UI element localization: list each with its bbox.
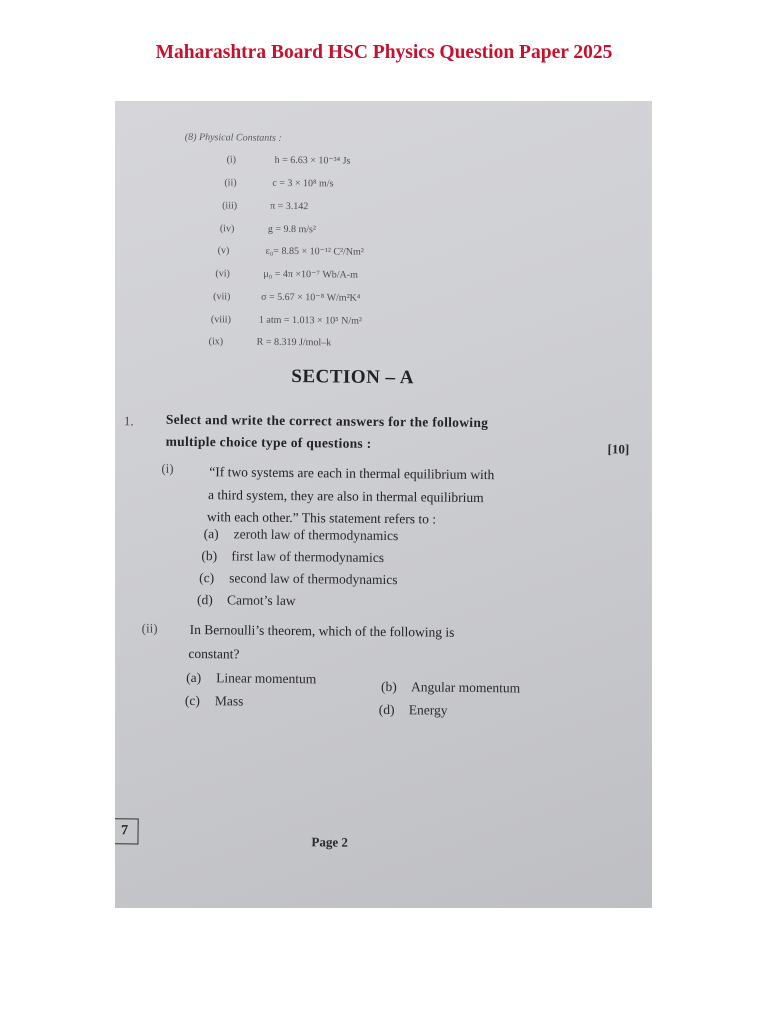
option-text: Mass [214,693,244,709]
answer-option [381,679,520,696]
constant-number: (vi) [215,268,230,280]
subquestion-text-line: constant? [188,645,240,662]
answer-option [199,570,397,588]
option-text: Angular momentum [411,679,521,696]
constant-value: R = 8.319 J/mol–k [256,336,332,349]
constant-row [215,268,615,281]
option-letter: (d) [378,701,395,718]
constant-row [213,291,613,304]
option-text: Energy [408,702,448,718]
constant-row [210,314,611,327]
option-letter: (b) [201,548,218,564]
physical-constants-heading: (8) Physical Constants : [184,131,282,144]
constant-number: (viii) [210,314,231,326]
option-letter: (a) [186,669,202,686]
constant-number: (vii) [213,291,231,303]
option-text: first law of thermodynamics [231,548,385,566]
constant-number: (iii) [222,200,238,212]
subquestion-text-line: In Bernoulli’s theorem, which of the following is [189,621,455,640]
constant-value: c = 3 × 10⁸ m/s [272,177,334,190]
subquestion-text-line: “If two systems are each in thermal equilibrium with [209,464,495,483]
option-text: Linear momentum [216,670,317,687]
constant-row [217,245,618,258]
answer-option [197,592,296,609]
constant-number: (ii) [224,177,237,189]
constant-value: h = 6.63 × 10⁻³⁴ Js [274,154,351,167]
question-paper-photo [115,101,652,908]
constant-value: g = 9.8 m/s² [267,223,317,236]
option-letter: (a) [203,526,219,542]
option-text: second law of thermodynamics [229,570,398,588]
constant-value: μ₀ = 4π ×10⁻⁷ Wb/A-m [263,268,358,281]
constant-number: (iv) [219,223,235,235]
answer-option [379,702,448,719]
constant-value: σ = 5.67 × 10⁻⁸ W/m²K⁴ [261,291,361,304]
constant-row [219,223,620,236]
question-instruction-line: Select and write the correct answers for the following [165,411,489,431]
section-heading: SECTION – A [291,366,415,389]
constant-number: (i) [226,154,237,166]
constant-number: (ix) [208,336,224,348]
question-number: 1. [123,413,134,429]
constant-value: ε₀= 8.85 × 10⁻¹² C²/Nm² [265,245,364,258]
option-letter: (b) [381,678,397,695]
constant-row [222,200,622,213]
option-text: Carnot’s law [226,592,296,609]
option-letter: (c) [199,570,215,586]
subquestion-text-line: a third system, they are also in thermal equilibrium [208,487,484,506]
page-title: Maharashtra Board HSC Physics Question Paper 2025 [155,42,613,63]
answer-option [204,526,399,544]
answer-option [186,670,316,687]
option-letter: (d) [196,592,213,608]
subquestion-text-line: with each other.” This statement refers to : [206,509,437,527]
constant-row [208,336,609,349]
question-instruction-line: multiple choice type of questions : [165,433,372,451]
option-text: zeroth law of thermodynamics [233,526,399,544]
subquestion-number: (ii) [141,620,158,636]
answer-option [201,548,384,566]
page-number: Page 2 [311,834,349,850]
constant-number: (v) [217,245,230,257]
paper-sheet [115,101,652,908]
constant-row [226,154,627,167]
subquestion-number: (i) [161,460,174,476]
marks-label: [10] [607,441,630,457]
paper-code-box: 7 [115,818,139,844]
answer-option [185,693,244,710]
constant-row [224,177,624,190]
constant-value: 1 atm = 1.013 × 10⁵ N/m² [258,314,363,327]
constant-value: π = 3.142 [270,200,309,213]
option-letter: (c) [184,692,200,709]
